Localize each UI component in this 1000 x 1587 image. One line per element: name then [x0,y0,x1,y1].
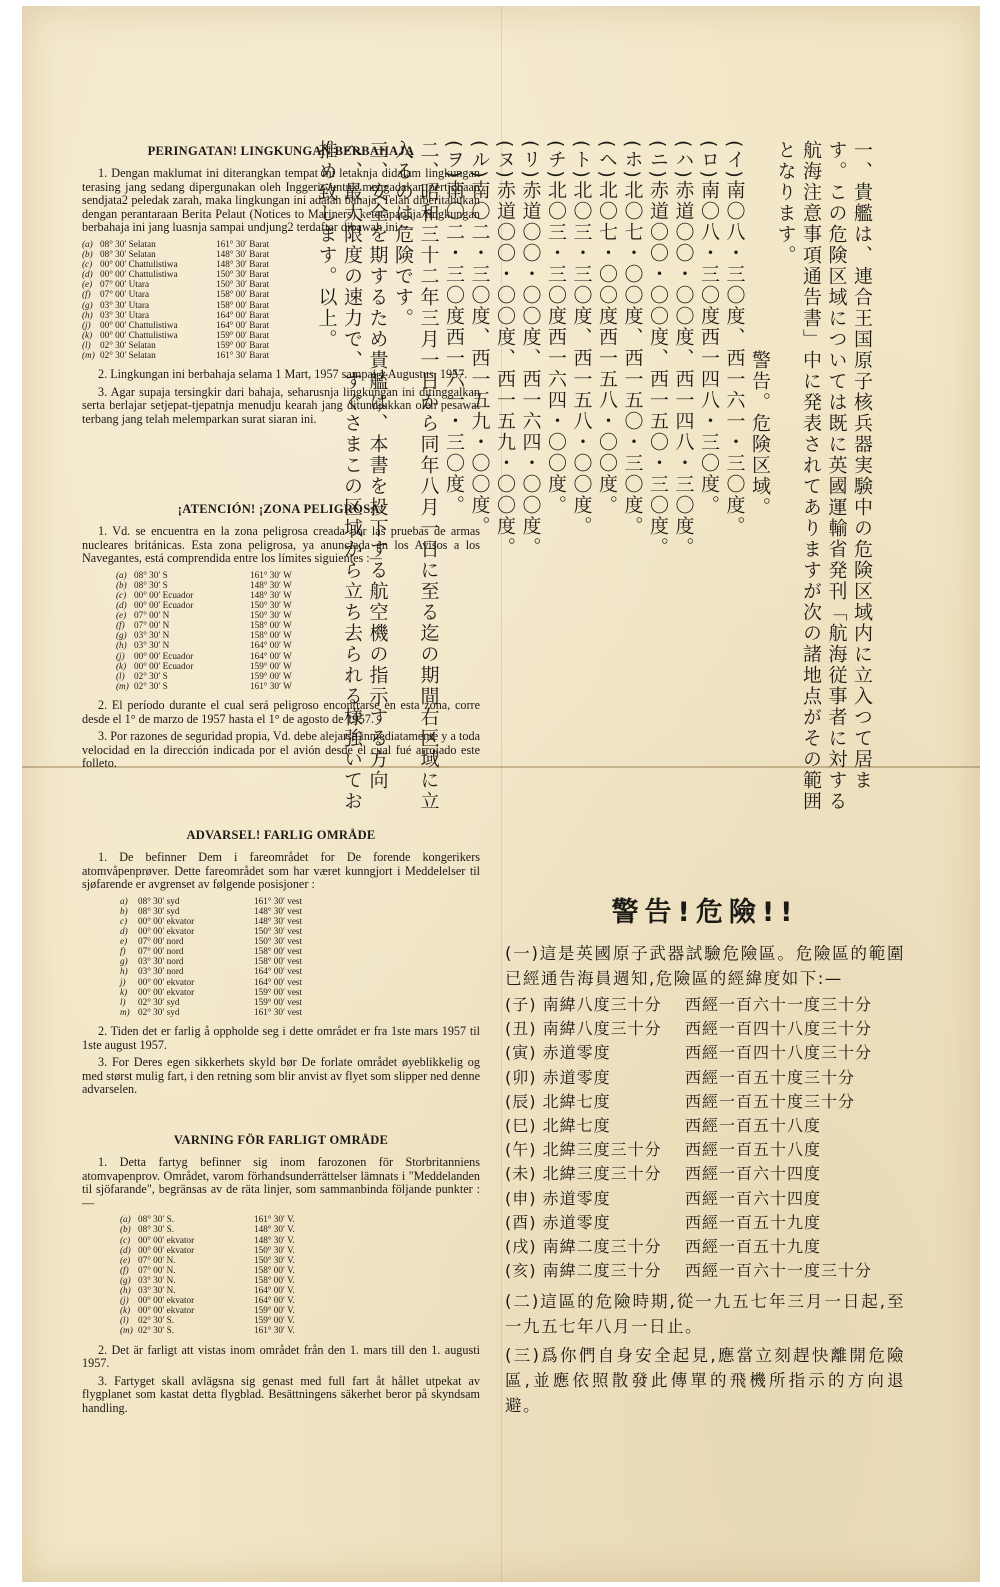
coord-lat: 00° 00′ ekvator [138,1305,195,1316]
chinese-coord-row [505,1211,905,1235]
coord-lat: 07° 00′ nord [138,946,184,957]
japanese-point: (ホ)北〇七・〇〇度、西一五〇・三〇度。 [621,140,644,537]
coord-lat: 00° 00′ ekvator [138,1295,195,1306]
coord-lat: 00° 00′ Chattulistiwa [100,319,178,330]
coord-key: (g) [82,299,93,310]
coord-key: (k) [120,1305,131,1316]
chinese-lat: (酉) 赤道零度 [505,1212,611,1232]
coord-row [120,1007,480,1017]
coord-lon: 150° 30′ V. [254,1254,295,1265]
coord-key: (a) [116,569,127,580]
coord-key: (m) [82,350,95,360]
coord-lat: 07° 00′ N [134,610,170,621]
chinese-lon: 西經一百五十八度 [685,1140,822,1160]
coord-key: g) [120,956,128,967]
coord-lat: 00° 00′ Chattulistiwa [100,259,178,270]
chinese-lat: (申) 赤道零度 [505,1188,611,1208]
coord-lon: 150° 30′ Barat [216,269,270,280]
coord-key: (h) [82,309,93,320]
chinese-p3: (三)爲你們自身安全起見,應當立刻趕快離開危險區,並應依照散發此傳單的飛機所指示的方向退避。 [505,1346,905,1416]
coord-lat: 00° 00′ Ecuador [134,650,194,661]
coord-key: (c) [82,259,93,270]
coord-lat: 02° 30′ syd [138,1006,180,1017]
coord-key: (m) [116,680,129,691]
coord-row [120,1214,480,1224]
coord-lat: 07° 00′ nord [138,936,184,947]
coord-lat: 07° 00′ Utara [100,289,150,300]
coord-lat: 03° 30′ nord [138,956,184,967]
coord-lon: 164° 00′ vest [254,976,303,987]
coord-lat: 03° 30′ Utara [100,299,150,310]
coord-row [120,896,480,906]
japanese-point: (チ)北〇三・三〇度西一六四・〇〇度。 [545,140,567,516]
chinese-lon: 西經一百四十八度三十分 [685,1043,873,1063]
norwegian-p3: 3. For Deres egen sikkerhets skyld bør De forlate området øyeblikkelig og med størst mulig fart, i den retning som blir anvist av flyet som slipper ned denne advarselen. [82,1055,480,1097]
coord-lat: 03° 30′ N. [138,1274,176,1285]
chinese-lon: 西經一百六十四度 [685,1188,822,1208]
coord-key: (d) [120,1244,131,1255]
coord-key: (f) [120,1264,129,1275]
coord-row [120,1265,480,1275]
coord-lat: 00° 00′ ekvator [138,1244,195,1255]
coord-row [120,1305,480,1315]
coord-lon: 161° 30′ V. [254,1325,295,1336]
swedish-coords [82,1214,480,1335]
coord-lon: 161° 30′ V. [254,1214,295,1225]
malay-p1: 1. Dengan maklumat ini diterangkan tempat ini letaknja didalam lingkungan terasing jang sedang dipergunakan oleh Inggeris untuk mengadakan pertjobaan sendjata2 peledak zarah, maka lingkungan ini adalah bahaja. Telah diberitahukan dengan perantaraan Berita Pelaut (Notices to Mariners) ketetapannja lingkungan berbahaja ini jang luasnja sampai undjung2 terdaftar dibawah ini — [82,166,480,235]
coord-lon: 161° 30′ vest [254,895,303,906]
japanese-point: (ハ)赤道〇〇・〇〇度、西一四八・三〇度。 [672,140,695,558]
coord-lon: 161° 30′ W [250,569,292,580]
coord-lon: 159° 00′ V. [254,1315,295,1326]
coord-lon: 150° 30′ Barat [216,279,270,290]
coord-key: (l) [120,1315,129,1326]
coord-key: (b) [116,579,127,590]
coord-lat: 08° 30′ S. [138,1224,175,1235]
coord-lon: 150° 30′ vest [254,926,303,937]
chinese-lon: 西經一百六十四度 [685,1164,822,1184]
coord-lon: 148° 30′ vest [254,915,303,926]
coord-lat: 02° 30′ Selatan [100,350,156,360]
coord-row [120,906,480,916]
coord-lon: 158° 00′ Barat [216,289,270,300]
japanese-points [441,140,747,830]
chinese-coord-row [505,1114,905,1138]
swedish-p3: 3. Fartyget skall avlägsna sig genast med full fart åt hållet utpekat av flygplanet som kastat detta flygblad. Besättningens säkerhet beror på skyndsam handling. [82,1373,480,1415]
coord-lat: 02° 30′ Selatan [100,339,156,350]
coord-key: (j) [82,319,91,330]
coord-key: (c) [120,1234,131,1245]
coord-row [120,1285,480,1295]
coord-lon: 161° 30′ Barat [216,350,270,360]
coord-key: b) [120,905,128,916]
swedish-p1: 1. Detta fartyg befinner sig inom farozonen för Storbritanniens atomvapenprov. Området, varom förhandsunderrättelser lämnats i "Meddelanden til sjöfarande", begränsas av de räta linjer, som sammanbinda följande punkter :— [82,1155,480,1210]
japanese-point: (ト)北〇三・三〇度、西一五八・〇〇度。 [570,140,593,537]
coord-lat: 00° 00′ Ecuador [134,660,194,671]
malay-p3: 3. Agar supaja tersingkir dari bahaja, seharusnja lingkungan ini ditinggalkan serta berlajar setjepat-tjepatnja menudju kearah jang ditundjukkan oleh pesawat terbang jang telah melemparkan surat siaran ini. [82,384,480,426]
coord-key: (e) [120,1254,131,1265]
coord-lat: 08° 30′ S [134,569,168,580]
japanese-point: (ル)南〇二・三〇度、西一五九・〇〇度。 [468,140,491,537]
coord-row [120,1315,480,1325]
coord-row [120,977,480,987]
coord-key: f) [120,946,126,957]
coord-key: (a) [120,1214,131,1225]
coord-row [120,1255,480,1265]
coord-lat: 08° 30′ S. [138,1214,175,1225]
chinese-lat: (亥) 南緯二度三十分 [505,1261,662,1281]
coord-key: (b) [120,1224,131,1235]
coord-key: (f) [82,289,91,300]
chinese-title: 警告!危險!! [611,897,799,928]
coord-lat: 03° 30′ Utara [100,309,150,320]
coord-lat: 02° 30′ S. [138,1325,175,1336]
coord-lon: 158° 00′ Barat [216,299,270,310]
chinese-coord-row [505,1041,905,1065]
coord-key: d) [120,926,128,937]
japanese-point: (ヌ)赤道〇〇・〇〇度、西一五九・〇〇度。 [494,140,516,558]
coord-lon: 164° 00′ W [250,650,292,661]
coord-lon: 158° 00′ W [250,620,292,631]
chinese-lon: 西經一百五十八度 [685,1116,822,1136]
coord-key: (j) [120,1295,129,1306]
coord-row [120,1224,480,1234]
chinese-lon: 西經一百四十八度三十分 [685,1019,873,1039]
coord-lon: 161° 30′ W [250,680,292,691]
coord-lat: 00° 00′ ekvator [138,926,195,937]
coord-lat: 00° 00′ ekvator [138,1234,195,1245]
coord-lon: 159° 00′ V. [254,1305,295,1316]
chinese-lon: 西經一百五十度三十分 [685,1091,856,1111]
japanese-p2: 二、昭和三十二年三月一日から同年八月一日に至る迄の期間右区域に立入るのは危険です。 [392,140,440,812]
coord-lat: 00° 00′ ekvator [138,915,195,926]
coord-key: m) [120,1006,130,1017]
japanese-point: (リ)赤道〇〇・〇〇度、西一六四・〇〇度。 [519,140,542,558]
chinese-lat: (丑) 南緯八度三十分 [505,1019,662,1039]
chinese-lon: 西經一百五十九度 [685,1237,822,1257]
coord-lat: 08° 30′ Selatan [100,249,156,260]
norwegian-section [82,828,480,1101]
coord-lon: 164° 00′ W [250,640,292,651]
coord-key: (e) [82,279,93,290]
coord-lon: 158° 00′ W [250,630,292,641]
coord-row [120,966,480,976]
coord-lon: 150° 30′ W [250,610,292,621]
coord-key: e) [120,936,128,947]
swedish-p2: 2. Det är farligt att vistas inom området från den 1. mars till den 1. augusti 1957. [82,1342,480,1371]
coord-key: (h) [120,1285,131,1296]
coord-key: j) [120,976,126,987]
chinese-lat: (戌) 南緯二度三十分 [505,1237,662,1257]
coord-lat: 00° 00′ Ecuador [134,589,194,600]
swedish-title: VARNING FÖR FARLIGT OMRÅDE [173,1133,389,1147]
chinese-lat: (卯) 赤道零度 [505,1067,611,1087]
chinese-lat: (午) 北緯三度三十分 [505,1140,662,1160]
chinese-coord-row [505,1259,905,1283]
coord-lon: 159° 00′ W [250,670,292,681]
coord-lon: 158° 00′ vest [254,956,303,967]
chinese-lat: (子) 南緯八度三十分 [505,995,662,1014]
coord-lat: 00° 00′ Chattulistiwa [100,269,178,280]
malay-p2: 2. Lingkungan ini berbahaja selama 1 Mart, 1957 sampai 1 Augustus, 1957. [98,367,468,382]
coord-row [120,997,480,1007]
coord-row [120,1325,480,1335]
coord-key: l) [120,996,126,1007]
norwegian-p2: 2. Tiden det er farlig å oppholde seg i dette området er fra 1ste mars 1957 til 1ste august 1957. [82,1023,480,1052]
coord-key: (d) [116,600,127,611]
coord-lon: 164° 00′ vest [254,966,303,977]
coord-row [120,987,480,997]
chinese-coord-row [505,1090,905,1114]
coord-row [120,916,480,926]
coord-lon: 164° 00′ V. [254,1285,295,1296]
coord-lat: 00° 00′ Ecuador [134,600,194,611]
coord-lon: 148° 30′ W [250,589,292,600]
coord-lat: 02° 30′ S [134,680,168,691]
coord-lon: 164° 00′ Barat [216,309,270,320]
coord-key: (e) [116,610,127,621]
coord-key: (k) [116,660,127,671]
coord-lon: 148° 30′ vest [254,905,303,916]
japanese-point: (ヘ)北〇七・〇〇度西一五八・〇〇度。 [596,140,618,516]
coord-lat: 07° 00′ N. [138,1264,176,1275]
coord-key: (d) [82,269,93,280]
coord-key: a) [120,895,128,906]
coord-lon: 158° 00′ V. [254,1274,295,1285]
coord-lon: 148° 30′ Barat [216,259,270,270]
japanese-p3: 三、安全を期するため貴艦は、本書を投下する航空機の指示する方向へ、最大限度の速力で、すぐさまこの区域から立ち去られる様強いてお推め致します。以上。 [315,140,389,812]
coord-key: (j) [116,650,125,661]
coord-lon: 150° 30′ vest [254,936,303,947]
coord-lon: 159° 00′ Barat [216,339,270,350]
coord-key: (k) [82,329,93,340]
coord-row [120,946,480,956]
coord-lon: 158° 00′ V. [254,1264,295,1275]
chinese-lat: (未) 北緯三度三十分 [505,1164,662,1184]
coord-lon: 161° 30′ vest [254,1006,303,1017]
coord-lat: 07° 00′ N. [138,1254,176,1265]
spanish-title: ¡ATENCIÓN! ¡ZONA PELIGROSA! [177,502,385,516]
coord-row [120,1275,480,1285]
chinese-lon: 西經一百五十九度 [685,1212,822,1232]
coord-lat: 07° 00′ N [134,620,170,631]
chinese-lon: 西經一百六十一度三十分 [685,1261,873,1281]
coord-lon: 150° 30′ V. [254,1244,295,1255]
japanese-p1: 一、貴艦は、連合王国原子核兵器実験中の危険区域内に立入つて居ます。この危険区域については既に英國運輸省発刊「航海従事者に対する航海注意事項通告書」中に発表されてありますが次の諸地点がその範囲となります。 [774,140,873,812]
coord-lon: 161° 30′ Barat [216,238,270,249]
coord-key: (f) [116,620,125,631]
coord-lon: 148° 30′ W [250,579,292,590]
coord-key: (g) [116,630,127,641]
chinese-coord-row [505,1017,905,1041]
chinese-coord-row [505,1066,905,1090]
japanese-point: (ニ)赤道〇〇・〇〇度、西一五〇・三〇度。 [647,140,669,558]
coord-lon: 159° 00′ vest [254,986,303,997]
coord-key: (l) [116,670,125,681]
coord-row [120,1245,480,1255]
coord-lon: 164° 00′ Barat [216,319,270,330]
coord-lon: 150° 30′ W [250,600,292,611]
coord-key: (a) [82,238,93,249]
chinese-coord-row [505,1162,905,1186]
coord-key: h) [120,966,128,977]
coord-lon: 148° 30′ Barat [216,249,270,260]
chinese-coord-row [505,993,905,1017]
chinese-lat: (辰) 北緯七度 [505,1091,611,1111]
coord-row [120,1235,480,1245]
malay-title: PERINGATAN! LINGKUNGAN BERBAHAJA [147,144,415,158]
coord-key: c) [120,915,128,926]
coord-lat: 03° 30′ nord [138,966,184,977]
coord-key: (l) [82,339,91,350]
coord-lat: 03° 30′ N [134,630,170,641]
spanish-p2: 2. El período durante el cual será peligroso encontrarse en esta zona, corre desde el 1° de marzo de 1957 hasta el 1° de agosto de 1957. [82,697,480,726]
coord-row [120,1295,480,1305]
swedish-section [82,1133,480,1419]
coord-key: k) [120,986,128,997]
coord-lat: 02° 30′ syd [138,996,180,1007]
coord-lat: 08° 30′ syd [138,895,180,906]
coord-lon: 148° 30′ V. [254,1224,295,1235]
coord-lat: 08° 30′ Selatan [100,238,156,249]
japanese-title: 警告。危険区域。 [749,350,771,518]
coord-lon: 164° 00′ V. [254,1295,295,1306]
coord-key: (g) [120,1274,131,1285]
coord-lat: 07° 00′ Utara [100,279,150,290]
coord-lon: 148° 30′ V. [254,1234,295,1245]
coord-lon: 159° 00′ Barat [216,329,270,340]
coord-lon: 159° 00′ W [250,660,292,671]
coord-key: (m) [120,1325,133,1336]
coord-lat: 00° 00′ Chattulistiwa [100,329,178,340]
coord-lat: 00° 00′ ekvator [138,986,195,997]
coord-key: (b) [82,249,93,260]
japanese-point: (ヲ)南〇二・三〇度西一六一・三〇度。 [443,140,465,516]
chinese-lat: (寅) 赤道零度 [505,1043,611,1063]
japanese-section [313,140,874,830]
chinese-lon: 西經一百六十一度三十分 [685,995,873,1014]
spanish-p3: 3. Por razones de seguridad propia, Vd. debe alejarse inmediatamente y a toda velocidad en la dirección indicada por el avión desde el cual fué arrojado este folleto. [82,729,480,771]
coord-lon: 159° 00′ vest [254,996,303,1007]
chinese-lat: (巳) 北緯七度 [505,1116,611,1136]
norwegian-p1: 1. De befinner Dem i fareområdet for De forende kongerikers atomvåpenprøver. Dette fareområdet som har været kunngjort i Meddelelser til sjøfarende er avgrenset av følgende posisjoner : [82,850,480,892]
coord-lon: 158° 00′ vest [254,946,303,957]
chinese-p1: (一)這是英國原子武器試驗危險區。危險區的範圍已經通告海員週知,危險區的經緯度如下:— [505,944,905,988]
coord-lat: 02° 30′ S [134,670,168,681]
coord-row [120,956,480,966]
coord-lat: 02° 30′ S. [138,1315,175,1326]
chinese-coord-row [505,1187,905,1211]
chinese-coord-row [505,1235,905,1259]
chinese-p2: (二)這區的危險時期,從一九五七年三月一日起,至一九五七年八月一日止。 [505,1292,905,1337]
coord-row [120,936,480,946]
chinese-section [505,890,905,1420]
coord-lat: 03° 30′ N [134,640,170,651]
norwegian-coords [82,896,480,1017]
spanish-p1: 1. Vd. se encuentra en la zona peligrosa creada por las pruebas de armas nucleares británicas. Esta zona peligrosa, ya anunciada en los Avisos a los Navegantes, está comprendida entre los límites siguientes :— [82,524,480,566]
japanese-point: (イ)南〇八・三〇度、西一六一・三〇度。 [723,140,746,537]
coord-row [120,926,480,936]
norwegian-title: ADVARSEL! FARLIG OMRÅDE [186,828,376,842]
coord-lat: 08° 30′ S [134,579,168,590]
coord-key: (c) [116,589,127,600]
coord-lat: 00° 00′ ekvator [138,976,195,987]
coord-key: (h) [116,640,127,651]
coord-lat: 03° 30′ N. [138,1285,176,1296]
coord-lat: 08° 30′ syd [138,905,180,916]
chinese-coord-row [505,1138,905,1162]
chinese-lon: 西經一百五十度三十分 [685,1067,856,1087]
japanese-point: (ロ)南〇八・三〇度西一四八・三〇度。 [698,140,720,516]
chinese-coords [505,993,905,1283]
